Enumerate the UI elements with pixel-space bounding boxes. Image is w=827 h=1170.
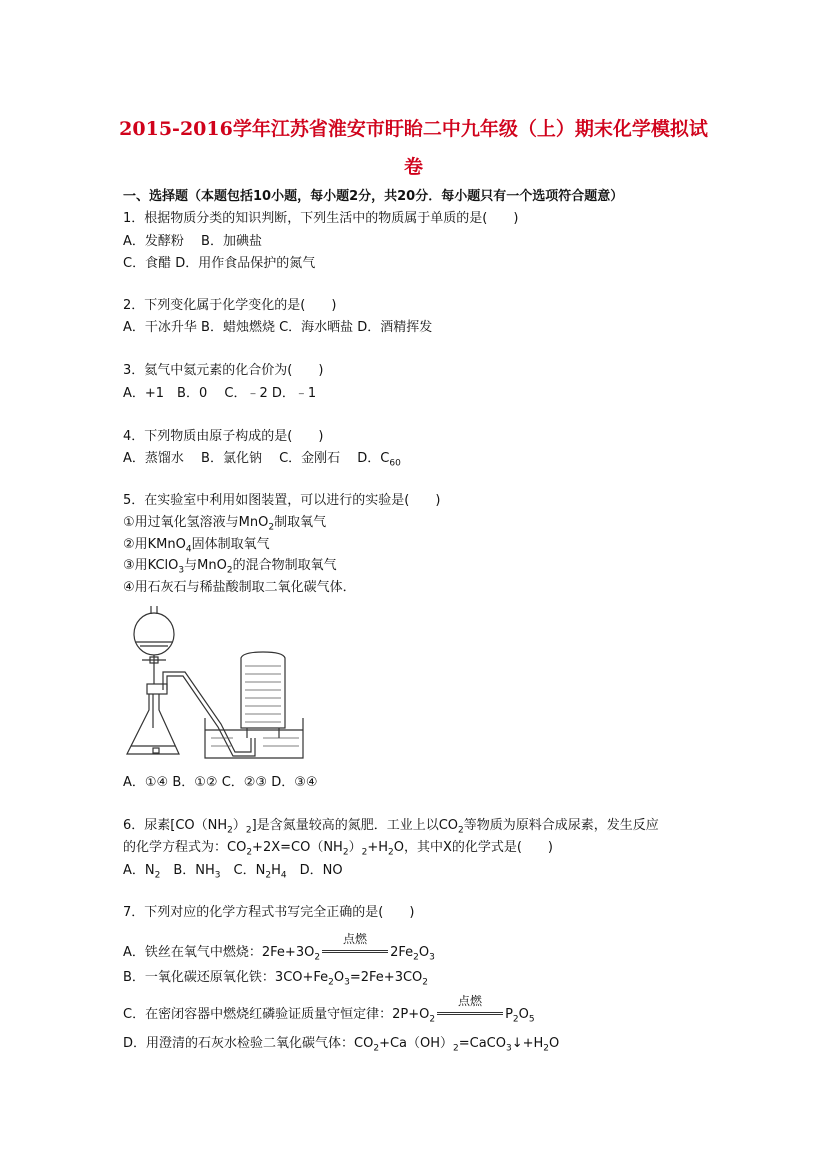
q6-stem-line2: 的化学方程式为：$CO_2+2X=CO(NH_2)_2+H_2O$，其中X的化学式是( )	[123, 840, 554, 858]
exam-title-line2: 卷	[403, 156, 423, 178]
exam-title-line1: 2015-2016学年江苏省淮安市盱眙二中九年级（上）期末化学模拟试	[119, 118, 708, 140]
q4-stem: 4．下列物质由原子构成的是( )	[123, 429, 324, 444]
q7-option-d: D．用澄清的石灰水检验二氧化碳气体：$CO_2+Ca(OH)_2=CaCO_3↓+H_2O$	[123, 1036, 560, 1054]
q3-stem: 3．氦气中氦元素的化合价为( )	[123, 363, 324, 378]
q2-options: A．干冰升华 B．蜡烛燃烧 C．海水晒盐 D．酒精挥发	[123, 320, 433, 335]
q7-option-b: B．一氧化碳还原氧化铁：$3CO+Fe_2O_3=2Fe+3CO_2$	[123, 970, 429, 988]
q3-options: A．+1 B．0 C．﹣2 D．﹣1	[123, 386, 317, 401]
section-header: 一、选择题（本题包括10小题，每小题2分，共20分．每小题只有一个选项符合题意）	[123, 189, 624, 204]
q7-option-c: C．在密闭容器中燃烧红磷验证质量守恒定律：$2P+O_2$ 点燃 $P_2O_5$	[123, 994, 535, 1025]
q5-item2: ②用KMnO$_4$固体制取氧气	[123, 537, 270, 555]
q5-item3: ③用KClO$_3$与MnO$_2$的混合物制取氧气	[123, 558, 337, 576]
q2-stem: 2．下列变化属于化学变化的是( )	[123, 298, 337, 313]
q6-options: A．$N_2$ B．$NH_3$ C．$N_2H_4$ D．NO	[123, 863, 343, 881]
q7-stem: 7．下列对应的化学方程式书写完全正确的是( )	[123, 905, 415, 920]
q5-stem: 5．在实验室中利用如图装置，可以进行的实验是( )	[123, 493, 441, 508]
q6-stem-line1: 6．尿素$[CO(NH_2)_2]$是含氮量较高的氮肥．工业上以$CO_2$等物质为原料合成尿素，发生反应	[123, 818, 659, 836]
q1-options-ab: A．发酵粉 B．加碘盐	[123, 234, 262, 249]
reaction-condition-arrow: 点燃	[435, 1004, 505, 1018]
reaction-condition-arrow: 点燃	[320, 942, 390, 956]
q1-options-cd: C．食醋 D．用作食品保护的氮气	[123, 256, 316, 271]
q1-stem: 1．根据物质分类的知识判断，下列生活中的物质属于单质的是( )	[123, 211, 519, 226]
q5-item4: ④用石灰石与稀盐酸制取二氧化碳气体．	[123, 580, 356, 595]
q4-options: A．蒸馏水 B．氯化钠 C．金刚石 D．$C_{60}$	[123, 451, 401, 469]
q5-options: A．①④ B．①② C．②③ D．③④	[123, 775, 318, 790]
q5-item1: ①用过氧化氢溶液与MnO$_2$制取氧气	[123, 515, 327, 533]
q7-option-a: A．铁丝在氧气中燃烧：$2Fe+3O_2$ 点燃 $2Fe_2O_3$	[123, 932, 435, 963]
lab-apparatus-figure	[123, 606, 313, 766]
